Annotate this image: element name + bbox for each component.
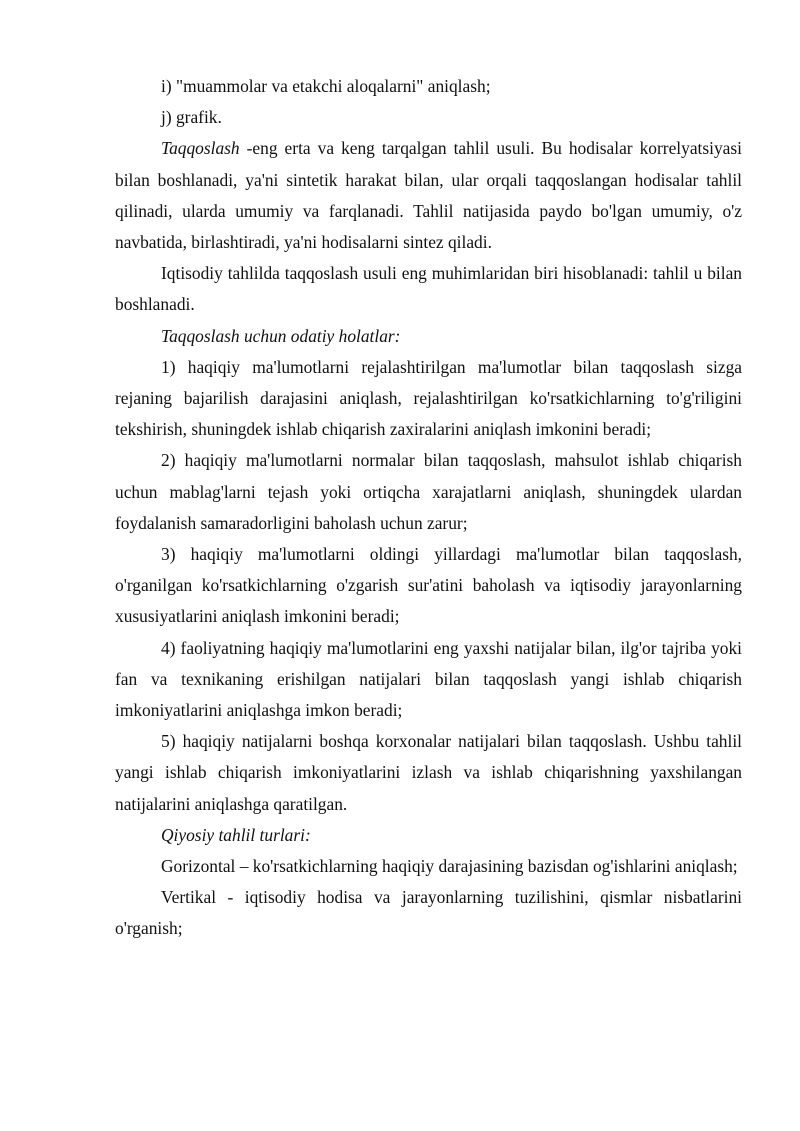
case-item-3: 3) haqiqiy ma'lumotlarni oldingi yillardagi ma'lumotlar bilan taqqoslash, o'rganilgan ko'rsatkichlarning o'zgarish sur'atini baholash va iqtisodiy jarayonlarning xususiyatlarini aniqlash imkonini beradi; xyxy=(115,544,742,627)
type-item-horizontal: Gorizontal – ko'rsatkichlarning haqiqiy darajasining bazisdan og'ishlarini aniqlash; xyxy=(161,856,738,877)
paragraph-comparison xyxy=(115,133,742,258)
heading-types: Qiyosiy tahlil turlari: xyxy=(161,824,311,845)
case-item-2: 2) haqiqiy ma'lumotlarni normalar bilan taqqoslash, mahsulot ishlab chiqarish uchun mablag'larni tejash yoki ortiqcha xarajatlarni aniqlash, shuningdek ulardan foydalanish samaradorligini baholash uchun zarur; xyxy=(115,450,742,533)
paragraph-comparison-text: -eng erta va keng tarqalgan tahlil usuli. Bu hodisalar korrelyatsiyasi bilan boshlanadi, ya'ni sintetik harakat bilan, ular orqali taqqoslangan hodisalar tahlil qilinadi, ularda umumiy va farqlanadi. Tahlil natijasida paydo bo'lgan umumiy, o'z navbatida, birlashtiradi, ya'ni hodisalarni sintez qiladi. xyxy=(115,138,742,253)
case-item-4: 4) faoliyatning haqiqiy ma'lumotlarini eng yaxshi natijalar bilan, ilg'or tajriba yoki fan va texnikaning erishilgan natijalari bilan taqqoslash yangi ishlab chiqarish imkoniyatlarini aniqlashga imkon beradi; xyxy=(115,637,742,721)
paragraph-importance: Iqtisodiy tahlilda taqqoslash usuli eng muhimlaridan biri hisoblanadi: tahlil u bilan boshlanadi. xyxy=(115,263,742,315)
list-item-i: i) "muammolar va etakchi aloqalarni" aniqlash; xyxy=(161,76,491,96)
heading-cases: Taqqoslash uchun odatiy holatlar: xyxy=(161,325,401,346)
document-page xyxy=(115,71,742,945)
case-item-1: 1) haqiqiy ma'lumotlarni rejalashtirilgan ma'lumotlar bilan taqqoslash sizga rejaning bajarilish darajasini aniqlash, rejalashtirilgan ko'rsatkichlarning to'g'riligini tekshirish, shuningdek ishlab chiqarish zaxiralarini aniqlash imkonini beradi; xyxy=(115,356,742,440)
list-item-j: j) grafik. xyxy=(161,107,222,128)
case-item-5: 5) haqiqiy natijalarni boshqa korxonalar natijalari bilan taqqoslash. Ushbu tahlil yangi ishlab chiqarish imkoniyatlarini izlash va ishlab chiqarishning yaxshilangan natijalarini aniqlashga qaratilgan. xyxy=(115,731,742,814)
term-taqqoslash: Taqqoslash xyxy=(161,138,240,159)
type-item-vertical: Vertikal - iqtisodiy hodisa va jarayonlarning tuzilishini, qismlar nisbatlarini o'rganish; xyxy=(115,887,742,939)
